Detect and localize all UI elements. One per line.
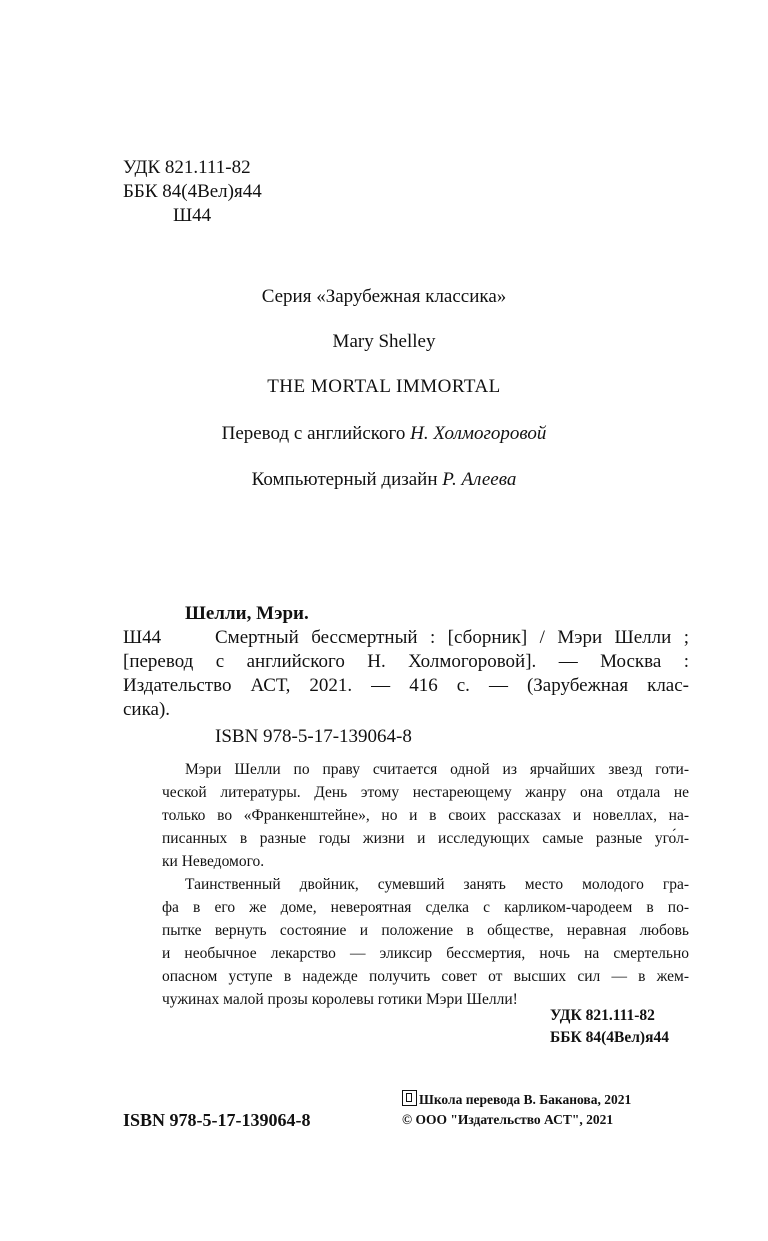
annotation-line: писанных в разные годы жизни и исследующих самые разные уго́л- (162, 830, 689, 847)
bib-description (123, 626, 689, 722)
bib-line: Издательство АСТ, 2021. — 416 с. — (Зарубежная клас- (123, 675, 689, 696)
author-mark: Ш44 (173, 205, 212, 226)
annotation-line: пытке вернуть состояние и положение в обществе, неравная любовь (162, 922, 689, 939)
design-credit (0, 468, 768, 492)
designer-name: Р. Алеева (442, 469, 517, 490)
bib-line: сика). (123, 699, 171, 720)
translator-name: Н. Холмогоровой (410, 423, 547, 444)
copyright-school-text: Школа перевода В. Баканова, 2021 (419, 1092, 632, 1107)
design-prefix: Компьютерный дизайн (251, 469, 443, 490)
copyright-publisher: © ООО "Издательство АСТ", 2021 (402, 1112, 614, 1127)
annotation-line: опасном уступе в надежде получить совет от высших сил — в жем- (162, 968, 689, 985)
translation-prefix: Перевод с английского (221, 423, 411, 444)
annotation-line: ки Неведомого. (162, 853, 265, 870)
annotation-line: только во «Франкенштейне», но и в своих рассказах и новеллах, на- (162, 807, 689, 824)
publisher-logo-icon (402, 1090, 417, 1106)
bib-author-heading: Шелли, Мэри. (185, 603, 309, 624)
annotation-line: чужинах малой прозы королевы готики Мэри Шелли! (162, 991, 518, 1008)
series-line: Серия «Зарубежная классика» (261, 286, 507, 307)
annotation-line: и необычное лекарство — эликсир бессмертия, ночь на смертельно (162, 945, 689, 962)
bbk-code: ББК 84(4Вел)я44 (123, 181, 262, 202)
annotation-line: фа в его же доме, невероятная сделка с карликом-чародеем в по- (162, 899, 689, 916)
original-title: THE MORTAL IMMORTAL (267, 376, 501, 397)
annotation-line: Мэри Шелли по праву считается одной из ярчайших звезд готи- (185, 761, 689, 778)
annotation-line: ческой литературы. День этому нестареющему жанру она отдала не (162, 784, 689, 801)
bib-isbn: ISBN 978-5-17-139064-8 (215, 726, 412, 747)
bib-line: Смертный бессмертный : [сборник] / Мэри Шелли ; (215, 627, 689, 648)
bib-mark: Ш44 (123, 627, 162, 648)
copyright-school (402, 1090, 631, 1110)
annotation (162, 758, 689, 1011)
annotation-line: Таинственный двойник, сумевший занять место молодого гра- (185, 876, 689, 893)
original-author: Mary Shelley (332, 331, 436, 352)
udk-code: УДК 821.111-82 (123, 157, 251, 178)
footer-udk: УДК 821.111-82 (550, 1007, 655, 1024)
footer-isbn: ISBN 978-5-17-139064-8 (123, 1110, 311, 1130)
bib-line: [перевод с английского Н. Холмогоровой]. — Москва : (123, 651, 689, 672)
translation-credit (0, 422, 768, 446)
footer-bbk: ББК 84(4Вел)я44 (550, 1029, 669, 1046)
